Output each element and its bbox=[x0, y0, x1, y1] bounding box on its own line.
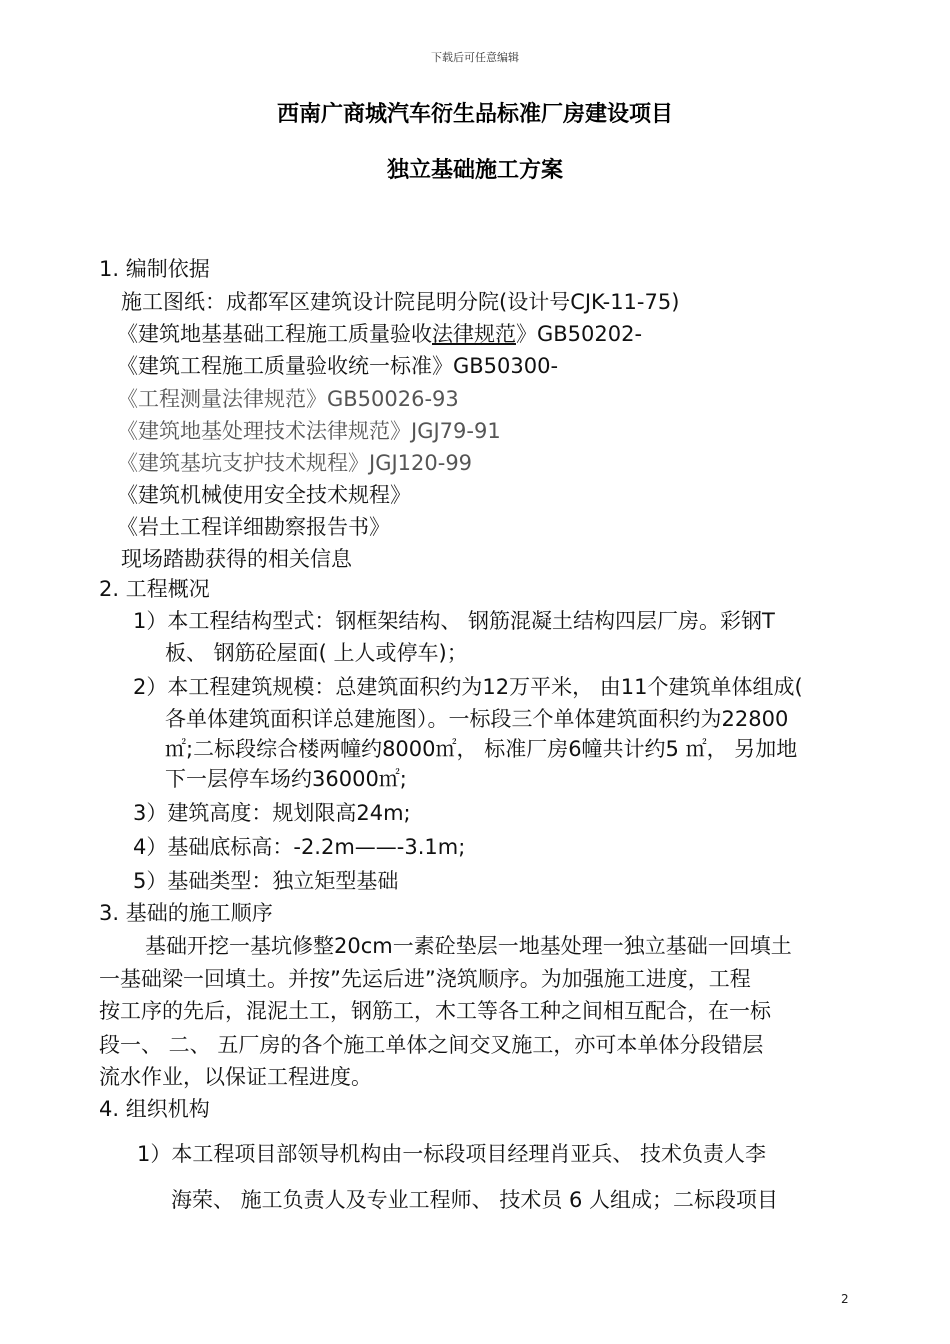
organization-line: 海荣、 施工负责人及专业工程师、 技术员 6 人组成；二标段项目 bbox=[171, 1188, 779, 1212]
overview-line: 下一层停车场约36000㎡; bbox=[165, 767, 407, 791]
overview-line: 2）本工程建筑规模：总建筑面积约为12万平米， 由11个建筑单体组成( bbox=[133, 675, 803, 699]
basis-item: 施工图纸：成都军区建筑设计院昆明分院(设计号CJK-11-75) bbox=[121, 290, 680, 314]
section-1-heading: 1. 编制依据 bbox=[99, 257, 210, 281]
overview-line: 4）基础底标高：-2.2m——-3.1m; bbox=[133, 835, 466, 859]
overview-line: 3）建筑高度：规划限高24m; bbox=[133, 801, 411, 825]
section-2-heading: 2. 工程概况 bbox=[99, 577, 210, 601]
overview-line: 5）基础类型：独立矩型基础 bbox=[133, 869, 399, 893]
section-4-heading: 4. 组织机构 bbox=[99, 1097, 210, 1121]
basis-item: 《建筑地基基础工程施工质量验收法律规范》GB50202- bbox=[117, 322, 643, 346]
basis-item: 《岩土工程详细勘察报告书》 bbox=[117, 515, 390, 539]
basis-item: 《建筑工程施工质量验收统一标准》GB50300- bbox=[117, 354, 559, 378]
document-title: 西南广商城汽车衍生品标准厂房建设项目 bbox=[276, 102, 673, 127]
section-3-heading: 3. 基础的施工顺序 bbox=[99, 901, 273, 925]
sequence-line: 流水作业，以保证工程进度。 bbox=[99, 1065, 372, 1089]
overview-line: ㎡;二标段综合楼两幢约8000㎡， 标准厂房6幢共计约5 ㎡， 另加地 bbox=[165, 737, 798, 761]
basis-item: 现场踏勘获得的相关信息 bbox=[121, 547, 352, 571]
overview-line: 板、 钢筋砼屋面( 上人或停车)； bbox=[165, 641, 468, 665]
basis-item: 《建筑地基处理技术法律规范》JGJ79-91 bbox=[117, 419, 501, 443]
basis-item: 《建筑基坑支护技术规程》JGJ120-99 bbox=[117, 451, 473, 475]
sequence-line: 段一、 二、 五厂房的各个施工单体之间交叉施工，亦可本单体分段错层 bbox=[99, 1033, 764, 1057]
document-subtitle: 独立基础施工方案 bbox=[386, 158, 563, 183]
overview-line: 1）本工程结构型式：钢框架结构、 钢筋混凝土结构四层厂房。彩钢T bbox=[133, 609, 775, 633]
basis-item: 《工程测量法律规范》GB50026-93 bbox=[117, 387, 459, 411]
sequence-line: 一基础梁一回填土。并按”先运后进”浇筑顺序。为加强施工进度，工程 bbox=[99, 967, 751, 991]
sequence-line: 按工序的先后，混泥土工，钢筋工，木工等各工种之间相互配合，在一标 bbox=[99, 999, 771, 1023]
organization-line: 1）本工程项目部领导机构由一标段项目经理肖亚兵、 技术负责人李 bbox=[137, 1142, 767, 1166]
overview-line: 各单体建筑面积详总建施图）。一标段三个单体建筑面积约为22800 bbox=[165, 707, 789, 731]
basis-item: 《建筑机械使用安全技术规程》 bbox=[117, 483, 411, 507]
page-number: 2 bbox=[841, 1292, 849, 1306]
sequence-line: 基础开挖一基坑修整20cm一素砼垫层一地基处理一独立基础一回填土 bbox=[145, 934, 792, 958]
page-header: 下载后可任意编辑 bbox=[431, 51, 519, 64]
